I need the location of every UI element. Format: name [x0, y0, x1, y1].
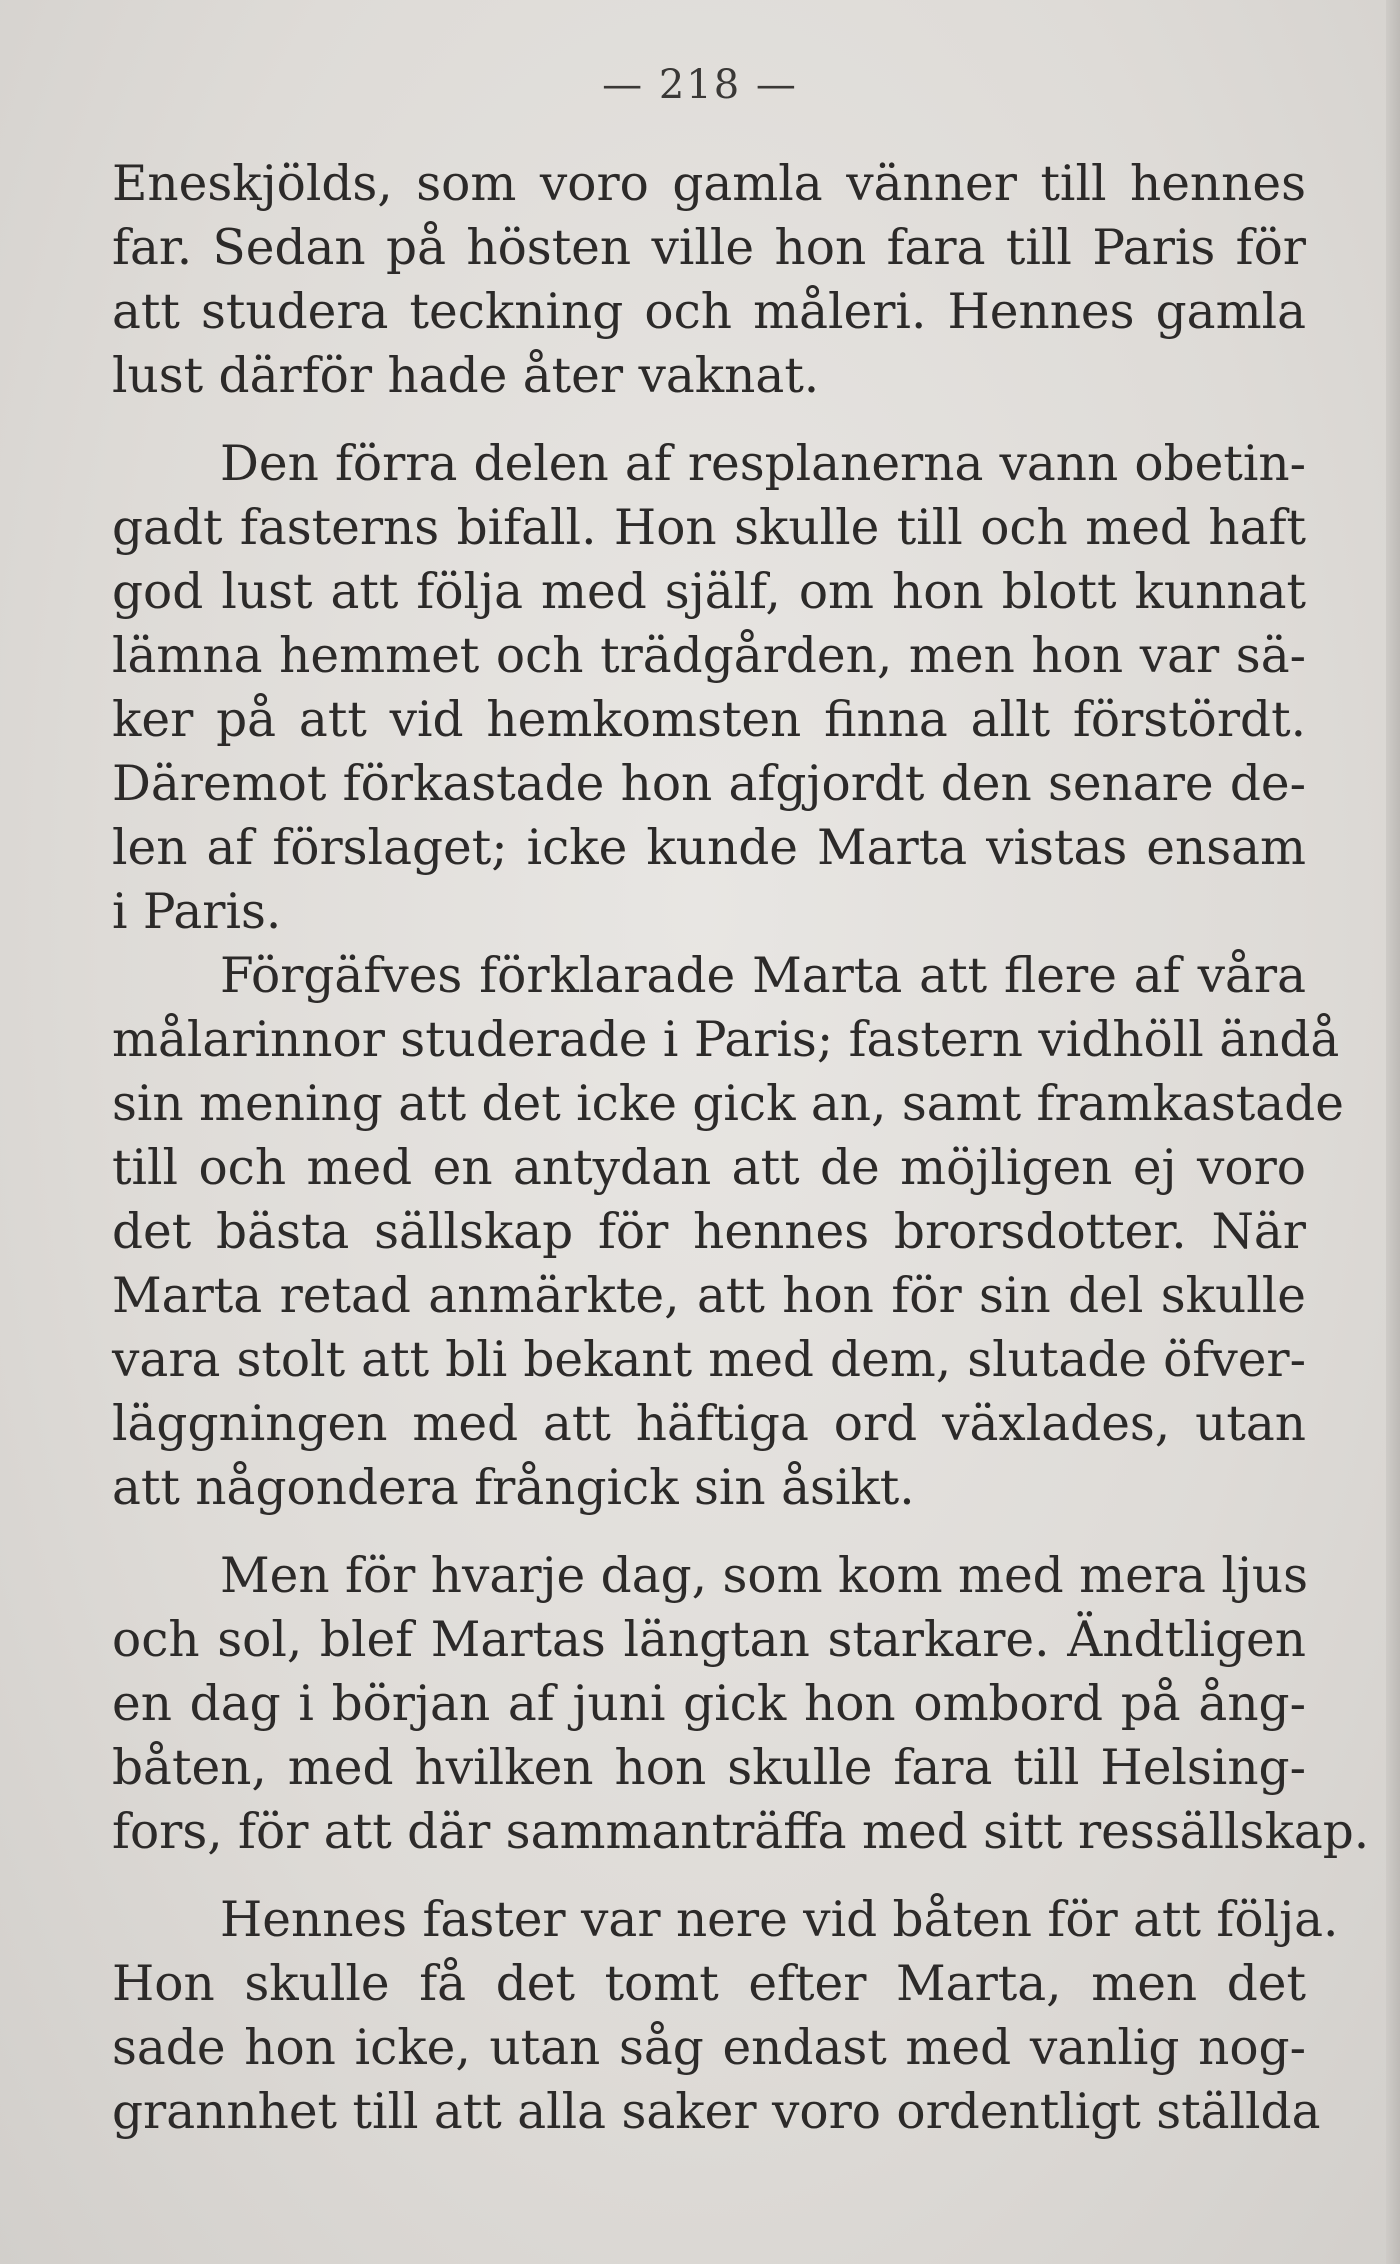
paragraph-5: [112, 1888, 1339, 2144]
text-line: Däremot förkastade hon afgjordt den senare de-: [112, 756, 1306, 812]
text-line: målarinnor studerade i Paris; fastern vidhöll ändå: [112, 1012, 1340, 1068]
page-number: — 218 —: [602, 62, 798, 108]
paragraph-4: [112, 1544, 1370, 1864]
text-line: till och med en antydan att de möjligen ej voro: [112, 1140, 1306, 1196]
body-text: [112, 152, 1370, 2144]
text-line: god lust att följa med själf, om hon blott kunnat: [112, 564, 1306, 620]
text-line: far. Sedan på hösten ville hon fara till Paris för: [112, 220, 1306, 276]
text-line: fors, för att där sammanträffa med sitt ressällskap.: [112, 1804, 1370, 1860]
text-line: lämna hemmet och trädgården, men hon var sä-: [112, 628, 1306, 684]
text-line: och sol, blef Martas längtan starkare. Ändtligen: [112, 1612, 1306, 1668]
text-line: Den förra delen af resplanerna vann obetin-: [220, 436, 1306, 492]
text-line: lust därför hade åter vaknat.: [112, 348, 820, 404]
text-line: läggningen med att häftiga ord växlades, utan: [112, 1396, 1306, 1452]
text-line: det bästa sällskap för hennes brorsdotter. När: [112, 1204, 1306, 1260]
text-line: Eneskjölds, som voro gamla vänner till hennes: [112, 156, 1306, 212]
text-line: sade hon icke, utan såg endast med vanlig nog-: [112, 2020, 1306, 2076]
text-line: Hon skulle få det tomt efter Marta, men det: [112, 1956, 1306, 2012]
text-line: Men för hvarje dag, som kom med mera ljus: [220, 1548, 1309, 1604]
text-line: att studera teckning och måleri. Hennes gamla: [112, 284, 1306, 340]
text-line: i Paris.: [112, 884, 282, 940]
text-line: Hennes faster var nere vid båten för att följa.: [220, 1892, 1339, 1948]
text-line: grannhet till att alla saker voro ordentligt ställda: [112, 2084, 1321, 2140]
paragraph-2: [112, 432, 1306, 944]
page-edge: [1386, 0, 1400, 2264]
text-line: gadt fasterns bifall. Hon skulle till och med haft: [112, 500, 1306, 556]
text-line: vara stolt att bli bekant med dem, slutade öfver-: [112, 1332, 1306, 1388]
paragraph-3: [112, 944, 1344, 1520]
text-line: Förgäfves förklarade Marta att flere af våra: [220, 948, 1306, 1004]
paragraph-1: [112, 152, 1306, 408]
text-line: ker på att vid hemkomsten finna allt förstördt.: [112, 692, 1306, 748]
text-line: Marta retad anmärkte, att hon för sin del skulle: [112, 1268, 1306, 1324]
text-line: len af förslaget; icke kunde Marta vistas ensam: [112, 820, 1306, 876]
text-line: en dag i början af juni gick hon ombord på ång-: [112, 1676, 1306, 1732]
text-line: sin mening att det icke gick an, samt framkastade: [112, 1076, 1344, 1132]
text-line: att någondera frångick sin åsikt.: [112, 1460, 915, 1516]
text-line: båten, med hvilken hon skulle fara till Helsing-: [112, 1740, 1306, 1796]
